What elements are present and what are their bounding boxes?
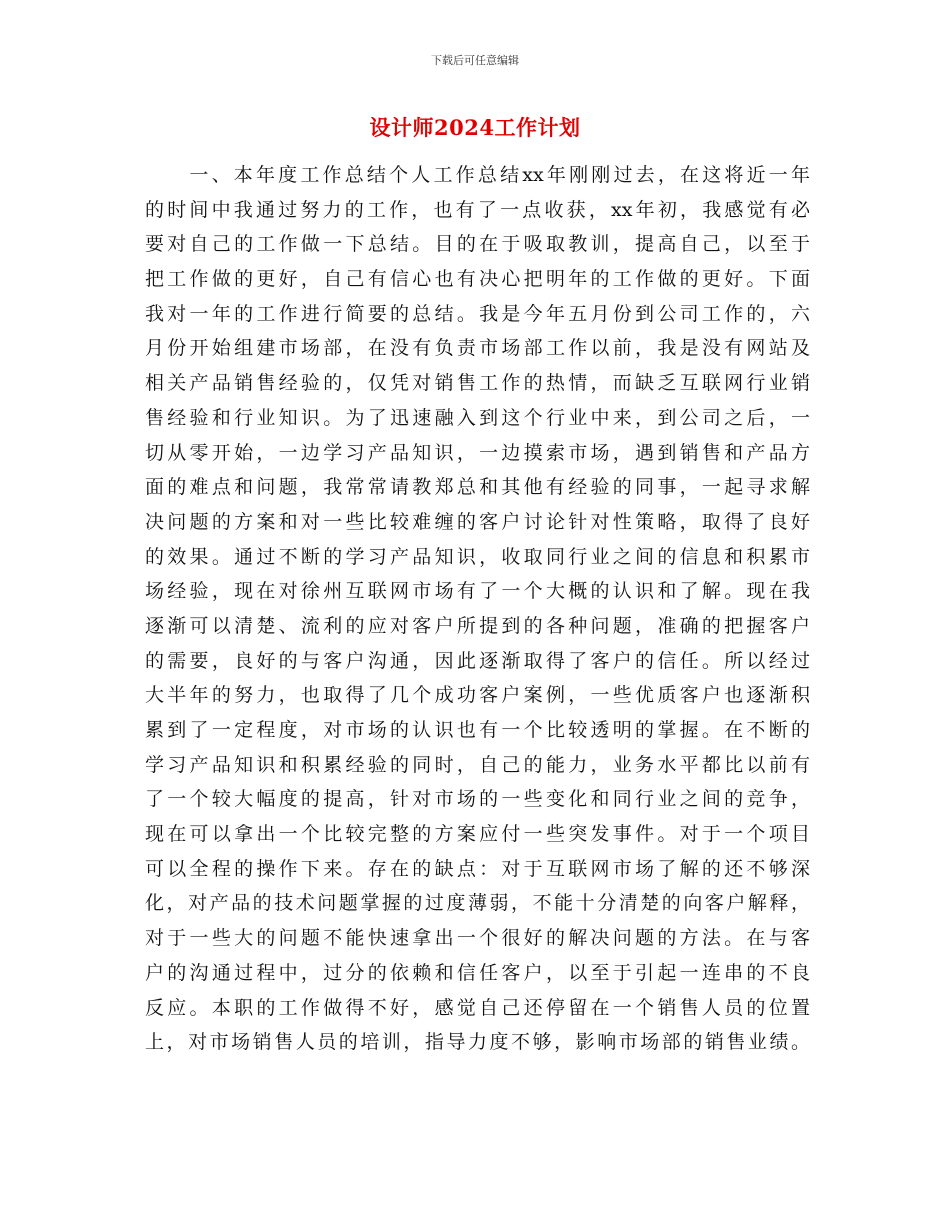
paragraph-line: 累到了一定程度，对市场的认识也有一个比较透明的掌握。在不断的 bbox=[145, 719, 810, 741]
paragraph-line: 的效果。通过不断的学习产品知识，收取同行业之间的信息和积累市 bbox=[145, 545, 810, 568]
paragraph-line: 一、本年度工作总结个人工作总结xx年刚刚过去，在这将近一年 bbox=[145, 164, 810, 186]
paragraph-line: 把工作做的更好，自己有信心也有决心把明年的工作做的更好。下面 bbox=[145, 268, 810, 291]
paragraph-line: 现在可以拿出一个比较完整的方案应付一些突发事件。对于一个项目 bbox=[145, 823, 810, 846]
body-paragraph bbox=[145, 158, 810, 1060]
paragraph-line: 场经验，现在对徐州互联网市场有了一个大概的认识和了解。现在我 bbox=[145, 580, 810, 603]
paragraph-line: 大半年的努力，也取得了几个成功客户案例，一些优质客户也逐渐积 bbox=[145, 684, 810, 707]
paragraph-line: 户的沟通过程中，过分的依赖和信任客户，以至于引起一连串的不良 bbox=[145, 961, 810, 984]
paragraph-line: 逐渐可以清楚、流利的应对客户所提到的各种问题，准确的把握客户 bbox=[145, 614, 810, 637]
paragraph-line: 的时间中我通过努力的工作，也有了一点收获，xx年初，我感觉有必 bbox=[145, 198, 810, 221]
paragraph-line: 决问题的方案和对一些比较难缠的客户讨论针对性策略，取得了良好 bbox=[145, 510, 810, 533]
paragraph-line: 对于一些大的问题不能快速拿出一个很好的解决问题的方法。在与客 bbox=[145, 927, 810, 950]
paragraph-line: 反应。本职的工作做得不好，感觉自己还停留在一个销售人员的位置 bbox=[145, 996, 810, 1019]
paragraph-line: 的需要，良好的与客户沟通，因此逐渐取得了客户的信任。所以经过 bbox=[145, 649, 810, 672]
paragraph-line: 我对一年的工作进行简要的总结。我是今年五月份到公司工作的，六 bbox=[145, 302, 810, 325]
paragraph-line: 了一个较大幅度的提高，针对市场的一些变化和同行业之间的竞争， bbox=[145, 788, 810, 811]
paragraph-line: 切从零开始，一边学习产品知识，一边摸索市场，遇到销售和产品方 bbox=[145, 441, 810, 464]
paragraph-line: 化，对产品的技术问题掌握的过度薄弱，不能十分清楚的向客户解释， bbox=[145, 892, 810, 915]
paragraph-line: 相关产品销售经验的，仅凭对销售工作的热情，而缺乏互联网行业销 bbox=[145, 372, 810, 395]
paragraph-line: 可以全程的操作下来。存在的缺点：对于互联网市场了解的还不够深 bbox=[145, 857, 810, 880]
paragraph-line: 月份开始组建市场部，在没有负责市场部工作以前，我是没有网站及 bbox=[145, 337, 810, 360]
paragraph-line: 学习产品知识和积累经验的同时，自己的能力，业务水平都比以前有 bbox=[145, 753, 810, 776]
paragraph-line: 要对自己的工作做一下总结。目的在于吸取教训，提高自己，以至于 bbox=[145, 233, 810, 256]
document-title: 设计师2024工作计划 bbox=[369, 115, 581, 140]
paragraph-line: 售经验和行业知识。为了迅速融入到这个行业中来，到公司之后，一 bbox=[145, 406, 810, 429]
paragraph-line: 上，对市场销售人员的培训，指导力度不够，影响市场部的销售业绩。 bbox=[145, 1031, 810, 1054]
page-header-note: 下载后可任意编辑 bbox=[431, 54, 519, 67]
paragraph-line: 面的难点和问题，我常常请教郑总和其他有经验的同事，一起寻求解 bbox=[145, 476, 810, 499]
